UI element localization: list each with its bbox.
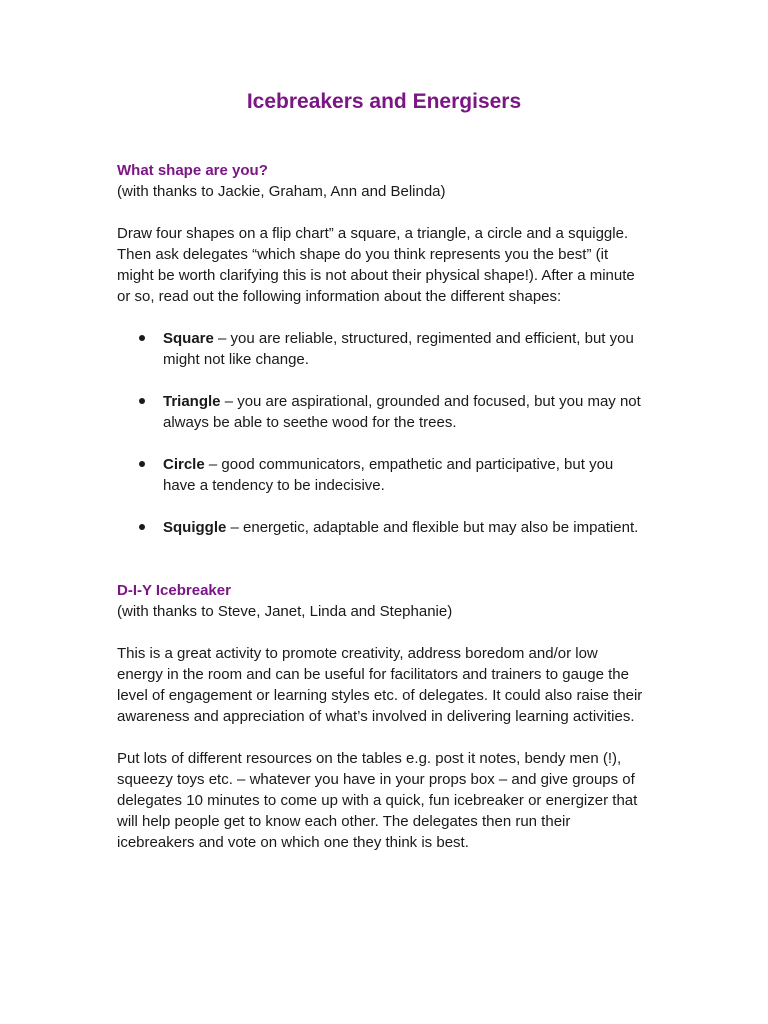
list-item-term: Square <box>163 330 214 347</box>
list-item-term: Circle <box>163 456 205 473</box>
section-intro-shape: Draw four shapes on a flip chart” a square, a triangle, a circle and a squiggle. Then ask delegates “which shape do you think represents you the best” (it might be worth clarifying this is not about their physical shape!). After a minute or so, read out the following information about the different shapes: <box>117 225 635 305</box>
section-heading-shape: What shape are you? <box>117 162 268 179</box>
page-title: Icebreakers and Energisers <box>246 90 522 113</box>
section-spacer <box>117 559 647 580</box>
list-item-term: Squiggle <box>163 519 227 536</box>
section-credit-shape: (with thanks to Jackie, Graham, Ann and Belinda) <box>117 183 446 200</box>
list-item-text: – you are aspirational, grounded and focused, but you may not always be able to seethe wood for the trees. <box>163 393 641 431</box>
document-page <box>117 88 647 874</box>
bullet-icon <box>139 335 145 341</box>
list-item <box>117 328 647 370</box>
list-item <box>117 517 647 538</box>
list-item-text: – energetic, adaptable and flexible but may also be impatient. <box>226 519 639 536</box>
list-item <box>117 391 647 433</box>
list-item-text: – good communicators, empathetic and participative, but you have a tendency to be indecisive. <box>163 456 614 494</box>
list-item-term: Triangle <box>163 393 221 410</box>
bullet-icon <box>139 461 145 467</box>
section-credit-diy: (with thanks to Steve, Janet, Linda and Stephanie) <box>117 603 453 620</box>
shape-list <box>117 328 647 538</box>
section-heading-diy: D-I-Y Icebreaker <box>117 582 231 599</box>
bullet-icon <box>139 398 145 404</box>
list-item <box>117 454 647 496</box>
section-paragraph-diy-1: This is a great activity to promote creativity, address boredom and/or low energy in the room and can be useful for facilitators and trainers to gauge the level of engagement or learning styles etc. of delegates. It could also raise their awareness and appreciation of what’s involved in delivering learning activities. <box>117 645 643 725</box>
section-paragraph-diy-2: Put lots of different resources on the tables e.g. post it notes, bendy men (!), squeezy toys etc. – whatever you have in your props box – and give groups of delegates 10 minutes to come up with a quick, fun icebreaker or energizer that will help people get to know each other. The delegates then run their icebreakers and vote on which one they think is best. <box>117 750 638 851</box>
list-item-text: – you are reliable, structured, regimented and efficient, but you might not like change. <box>163 330 634 368</box>
bullet-icon <box>139 524 145 530</box>
